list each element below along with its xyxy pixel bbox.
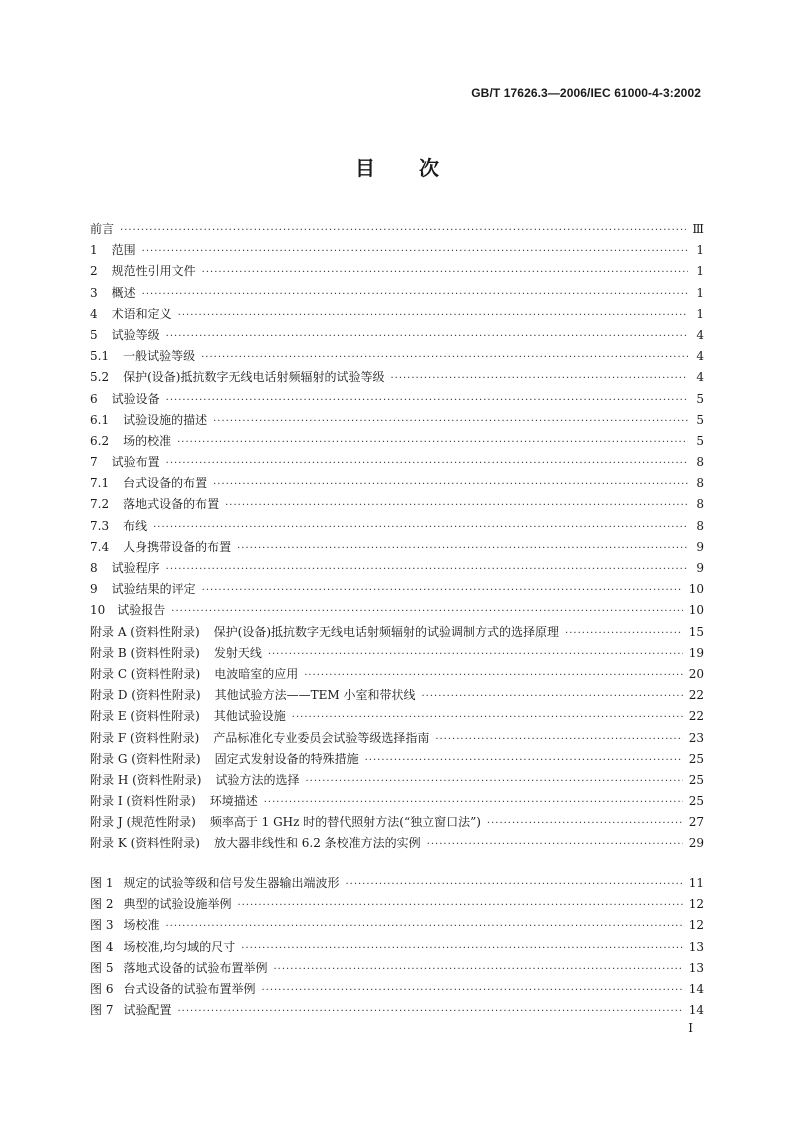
entry-page-number: 23 [688,730,704,745]
entry-number: 2 [90,264,98,279]
entry-page-number: 12 [688,897,704,912]
page-title [0,152,794,181]
toc-entry[interactable] [90,664,704,685]
entry-label: 固定式发射设备的特殊措施 [214,751,359,766]
leader-dots [427,834,683,854]
toc-entry[interactable] [90,643,704,664]
toc-entry[interactable] [90,749,704,770]
toc-entry[interactable] [90,431,704,452]
entry-number: 1 [90,243,98,258]
leader-dots [177,432,688,452]
leader-dots [264,792,683,812]
entry-page-number: 10 [688,603,704,618]
entry-number: 图 4 [90,939,114,954]
figure-entry[interactable] [90,894,704,915]
entry-page-number: 1 [696,285,704,300]
entry-label: 场校准,均匀域的尺寸 [123,939,236,954]
entry-number: 7.3 [90,518,110,533]
leader-dots [142,284,688,304]
entry-number: 5.2 [90,370,110,385]
figure-entry[interactable] [90,1000,704,1021]
toc-entry[interactable] [90,600,704,621]
figure-entry[interactable] [90,937,704,958]
toc-entry[interactable] [90,473,704,494]
leader-dots [166,326,688,346]
entry-page-number: 19 [688,645,704,660]
entry-label: 发射天线 [213,645,262,660]
entry-label: 试验程序 [111,561,160,575]
entry-number: 7.2 [90,497,110,512]
entry-page-number: 12 [688,918,704,933]
table-of-contents [90,219,704,855]
entry-number: 附录 G (资料性附录) [90,751,201,766]
figure-entry[interactable] [90,979,704,1000]
entry-page-number: 9 [696,561,704,575]
entry-number: 附录 A (资料性附录) [90,624,200,639]
entry-label: 电波暗室的应用 [214,666,299,681]
leader-dots [165,916,682,936]
entry-number: 7.4 [90,539,110,554]
entry-label: 其他试验方法——TEM 小室和带状线 [214,688,416,703]
entry-page-number: 1 [696,264,704,279]
entry-label: 台式设备的试验布置举例 [123,981,256,996]
leader-dots [237,895,682,915]
leader-dots [237,538,688,558]
entry-label: 人身携带设备的布置 [123,539,232,554]
entry-number: 3 [90,285,98,300]
entry-page-number: 9 [696,539,704,554]
leader-dots [166,559,688,579]
entry-label: 试验等级 [111,327,160,342]
entry-label: 落地式设备的布置 [123,497,220,512]
entry-page-number: 4 [696,327,704,342]
entry-page-number: 5 [696,412,704,427]
leader-dots [178,305,688,325]
entry-number: 附录 K (资料性附录) [90,836,200,851]
entry-page-number: 27 [688,815,704,830]
list-of-figures [90,873,704,1021]
leader-dots [261,980,682,1000]
leader-dots [365,750,683,770]
toc-entry[interactable] [90,494,704,515]
entry-label: 保护(设备)抵抗数字无线电话射频辐射的试验调制方式的选择原理 [213,624,560,639]
page-number: I [688,1021,693,1035]
entry-page-number: 4 [696,349,704,364]
entry-number: 附录 C (资料性附录) [90,666,201,681]
entry-number: 图 1 [90,876,114,890]
entry-label: 试验结果的评定 [111,582,196,597]
entry-number: 附录 J (规范性附录) [90,815,196,830]
entry-number: 图 6 [90,981,114,996]
leader-dots [171,601,682,621]
toc-entry[interactable] [90,452,704,473]
toc-entry[interactable] [90,516,704,537]
entry-page-number: 20 [688,666,704,681]
entry-label: 试验配置 [123,1003,172,1018]
figure-entry[interactable] [90,958,704,979]
entry-page-number: 8 [696,476,704,491]
entry-page-number: 13 [688,960,704,975]
entry-label: 放大器非线性和 6.2 条校准方法的实例 [213,836,421,851]
leader-dots [213,411,688,431]
toc-entry[interactable] [90,558,704,579]
leader-dots [345,874,682,894]
toc-entry[interactable] [90,770,704,791]
entry-page-number: 8 [696,518,704,533]
toc-entry[interactable] [90,812,704,833]
leader-dots [487,813,683,833]
entry-label: 场的校准 [123,433,172,448]
entry-label: 试验设备 [111,391,160,406]
toc-entry[interactable] [90,579,704,600]
leader-dots [241,938,682,958]
entry-number: 图 7 [90,1003,114,1018]
leader-dots [201,347,688,367]
entry-page-number: 25 [688,751,704,766]
entry-number: 9 [90,582,98,597]
entry-page-number: 8 [696,497,704,512]
entry-label: 频率高于 1 GHz 时的替代照射方法(“独立窗口法”) [209,815,481,830]
entry-number: 图 5 [90,960,114,975]
leader-dots [273,959,682,979]
entry-label: 试验设施的描述 [123,412,208,427]
entry-page-number: 8 [696,455,704,470]
entry-number: 6 [90,391,98,406]
entry-page-number: 1 [696,306,704,321]
entry-page-number: 5 [696,391,704,406]
entry-number: 附录 D (资料性附录) [90,688,201,703]
entry-number: 6.1 [90,412,110,427]
entry-label: 其他试验设施 [213,709,286,724]
entry-page-number: 15 [688,624,704,639]
entry-page-number: 13 [688,939,704,954]
entry-label: 落地式设备的试验布置举例 [123,960,268,975]
entry-page-number: Ⅲ [692,222,704,236]
leader-dots [292,707,683,727]
leader-dots [225,495,688,515]
leader-dots [166,390,688,410]
entry-number: 7 [90,455,98,470]
entry-number: 5.1 [90,349,110,364]
leader-dots [422,686,683,706]
toc-entry[interactable] [90,240,704,261]
entry-page-number: 10 [688,582,704,597]
leader-dots [153,517,688,537]
entry-number: 附录 I (资料性附录) [90,794,196,809]
entry-number: 附录 E (资料性附录) [90,709,200,724]
entry-number: 图 2 [90,897,114,912]
entry-label: 术语和定义 [111,306,172,321]
toc-entry[interactable] [90,325,704,346]
leader-dots [166,453,688,473]
toc-entry[interactable] [90,537,704,558]
leader-dots [565,623,683,643]
entry-label: 保护(设备)抵抗数字无线电话射频辐射的试验等级 [123,370,385,385]
toc-entry[interactable] [90,219,704,240]
standard-code-header: GB/T 17626.3—2006/IEC 61000-4-3:2002 [471,86,701,100]
entry-page-number: 29 [688,836,704,851]
toc-entry[interactable] [90,791,704,812]
entry-label: 环境描述 [209,794,258,809]
entry-label: 一般试验等级 [123,349,196,364]
entry-number: 10 [90,603,106,618]
leader-dots [304,665,683,685]
entry-label: 试验布置 [111,455,160,470]
leader-dots [120,220,686,240]
entry-number: 附录 H (资料性附录) [90,772,202,787]
toc-entry[interactable] [90,389,704,410]
toc-entry[interactable] [90,622,704,643]
entry-label: 范围 [111,243,136,258]
toc-entry[interactable] [90,261,704,282]
entry-page-number: 22 [688,688,704,703]
entry-label: 场校准 [123,918,160,933]
figure-entry[interactable] [90,915,704,936]
title-char-1: 目 [355,156,375,180]
entry-number: 图 3 [90,918,114,933]
toc-entry[interactable] [90,367,704,388]
leader-dots [177,1001,682,1021]
leader-dots [202,262,688,282]
leader-dots [305,771,682,791]
toc-entry[interactable] [90,833,704,854]
entry-page-number: 25 [688,772,704,787]
leader-dots [202,580,683,600]
entry-label: 规范性引用文件 [111,264,196,279]
toc-entry[interactable] [90,685,704,706]
entry-page-number: 14 [688,1003,704,1018]
leader-dots [142,241,688,261]
toc-entry[interactable] [90,410,704,431]
entry-label: 规定的试验等级和信号发生器输出端波形 [123,876,340,890]
toc-entry[interactable] [90,283,704,304]
entry-page-number: 1 [696,243,704,258]
entry-page-number: 25 [688,794,704,809]
entry-label: 布线 [123,518,148,533]
entry-label: 前言 [90,222,115,236]
entry-label: 试验方法的选择 [215,772,300,787]
figure-entry[interactable] [90,873,704,894]
entry-label: 台式设备的布置 [123,476,208,491]
toc-entry[interactable] [90,304,704,325]
entry-page-number: 4 [696,370,704,385]
leader-dots [435,729,682,749]
entry-number: 5 [90,327,98,342]
entry-page-number: 22 [688,709,704,724]
toc-entry[interactable] [90,346,704,367]
entry-label: 试验报告 [117,603,166,618]
entry-page-number: 14 [688,981,704,996]
title-char-2: 次 [419,156,439,180]
entry-page-number: 5 [696,433,704,448]
toc-entry[interactable] [90,706,704,727]
leader-dots [390,368,688,388]
leader-dots [213,474,688,494]
entry-label: 概述 [111,285,136,300]
toc-entry[interactable] [90,728,704,749]
entry-number: 8 [90,561,98,575]
entry-page-number: 11 [688,876,704,890]
entry-number: 附录 B (资料性附录) [90,645,200,660]
entry-number: 7.1 [90,476,110,491]
entry-label: 产品标准化专业委员会试验等级选择指南 [213,730,430,745]
leader-dots [268,644,683,664]
entry-number: 附录 F (资料性附录) [90,730,200,745]
entry-number: 4 [90,306,98,321]
entry-number: 6.2 [90,433,110,448]
entry-label: 典型的试验设施举例 [123,897,232,912]
